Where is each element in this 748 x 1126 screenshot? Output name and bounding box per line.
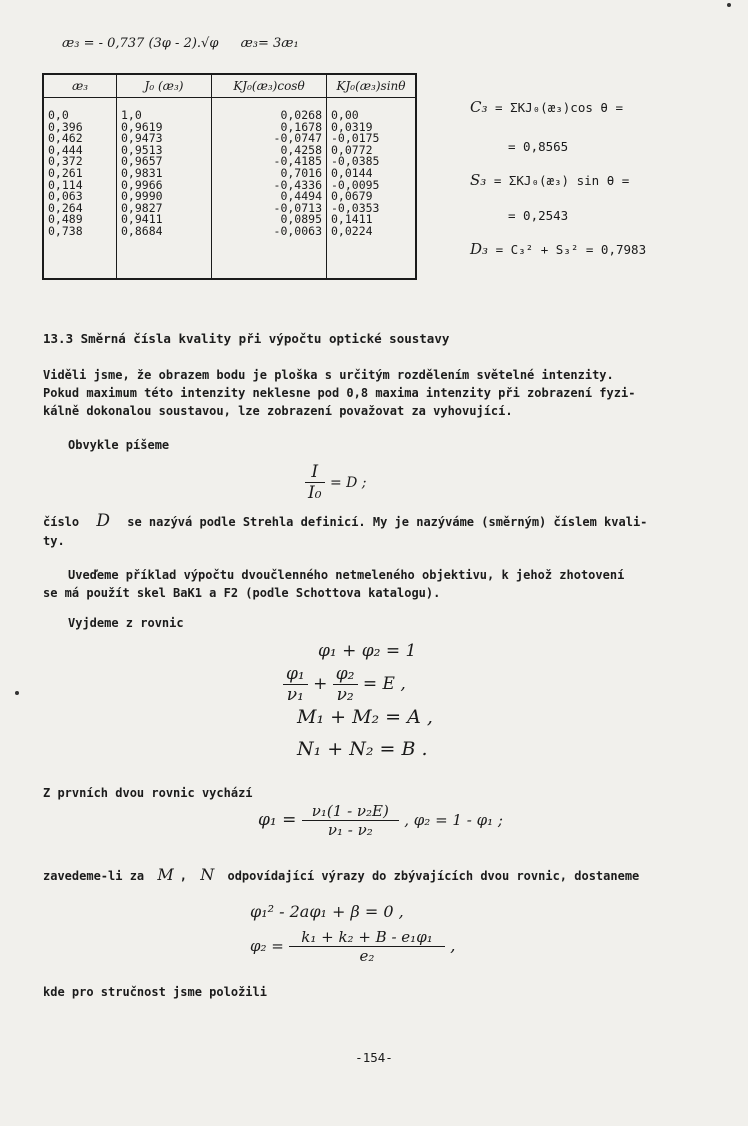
- th-j0: J₀ (æ₃): [117, 74, 212, 98]
- paragraph-3-line-1: [43, 512, 647, 531]
- table-cell: -0,0063: [273, 223, 322, 238]
- symbol-m: M: [157, 865, 174, 884]
- col-x3: [43, 98, 117, 280]
- col-cos: [212, 98, 327, 280]
- paragraph-7: zavedeme-li za M , N odpovídající výrazy do zbývajících dvou rovnic, dostaneme: [43, 865, 640, 884]
- strehl-denominator: I₀: [308, 483, 322, 503]
- table-cell: 0,0268: [280, 108, 322, 122]
- paragraph-2: Obvykle píšeme: [68, 438, 170, 452]
- phi2b-equation: [250, 928, 456, 965]
- col-j0: [117, 98, 212, 280]
- table-cell: 0,9831: [121, 165, 163, 180]
- header-eq-2: æ₃= 3æ₁: [240, 36, 299, 51]
- table-cell: 0,1678: [280, 119, 322, 134]
- table-cell: 0,1411: [331, 212, 373, 227]
- s3-symbol: S₃: [470, 171, 487, 189]
- phi1-denominator: ν₁ - ν₂: [327, 821, 373, 839]
- paragraph-3-rest: se nazývá podle Strehla definicí. My je nazýváme (směrným) číslem kvali-: [127, 515, 648, 529]
- paragraph-1-line-1: Viděli jsme, že obrazem bodu je ploška s určitým rozdělením světelné intenzity.: [43, 368, 614, 382]
- table-cell: 0,4258: [280, 142, 322, 157]
- symbol-d: D: [96, 511, 110, 531]
- table-cell: -0,0353: [331, 200, 380, 215]
- table-cell: 0,00: [331, 108, 359, 122]
- table-cell: 0,8684: [121, 223, 163, 238]
- frac-a-num: φ₁: [283, 664, 308, 685]
- paragraph-4-line-1: Uveďeme příklad výpočtu dvoučlenného netmeleného objektivu, k jehož zhotovení: [68, 568, 625, 582]
- phi1-fraction: [302, 802, 399, 839]
- table-cell: 0,261: [48, 165, 83, 180]
- paragraph-7-part-2: odpovídající výrazy do zbývajících dvou rovnic, dostaneme: [227, 869, 640, 883]
- s3-definition: = ΣKJ₀(æ₃) sin θ =: [493, 173, 630, 188]
- table-cell: 0,0679: [331, 189, 373, 204]
- table-cell: -0,4185: [273, 154, 322, 169]
- table-cell: 0,738: [48, 223, 83, 238]
- table-body-row: [43, 98, 416, 280]
- header-eq-1: æ₃ = - 0,737 (3φ - 2).√φ: [62, 36, 219, 51]
- table-cell: 0,0: [48, 108, 69, 122]
- table-cell: 0,9990: [121, 189, 163, 204]
- table-cell: 0,489: [48, 212, 83, 227]
- system-eq-4: N₁ + N₂ = B .: [297, 738, 428, 760]
- symbol-n: N: [200, 865, 215, 884]
- table-cell: 0,114: [48, 177, 83, 192]
- table-header-row: [43, 74, 416, 98]
- frac-a-den: ν₁: [286, 685, 304, 705]
- speck-mark: [727, 3, 731, 7]
- phi1-lhs: φ₁ =: [258, 810, 297, 830]
- phi1-numerator: ν₁(1 - ν₂E): [302, 802, 399, 821]
- paragraph-1-line-3: kálně dokonalou soustavou, lze zobrazení považovat za vyhovující.: [43, 404, 513, 418]
- fraction-phi2-nu2: [333, 664, 358, 705]
- table-cell: 0,372: [48, 154, 83, 169]
- table-cell: 0,4494: [280, 189, 322, 204]
- strehl-rhs: = D ;: [329, 475, 367, 491]
- phi2b-numerator: k₁ + k₂ + B - e₁φ₁: [289, 928, 444, 947]
- table-cell: 0,063: [48, 189, 83, 204]
- col-sin: [327, 98, 417, 280]
- frac-b-num: φ₂: [333, 664, 358, 685]
- phi1-equation: [258, 802, 503, 839]
- table-cell: 0,9473: [121, 131, 163, 146]
- plus-sign: +: [313, 674, 333, 694]
- table-cell: 0,9966: [121, 177, 163, 192]
- system-eq-2: [283, 664, 406, 705]
- d3-line: [470, 240, 646, 258]
- paragraph-4-line-2: se má použít skel BaK1 a F2 (podle Schottova katalogu).: [43, 586, 441, 600]
- table-cell: 0,0224: [331, 223, 373, 238]
- table-cell: 0,0319: [331, 119, 373, 134]
- table-cell: 0,0144: [331, 165, 373, 180]
- table-cell: 0,444: [48, 142, 83, 157]
- table-cell: -0,4336: [273, 177, 322, 192]
- c3-value: = 0,8565: [508, 139, 569, 154]
- table-cell: -0,0385: [331, 154, 380, 169]
- table-cell: 0,0772: [331, 142, 373, 157]
- s3-line: [470, 171, 629, 189]
- phi2b-end: ,: [450, 936, 456, 956]
- table-cell: 0,7016: [280, 165, 322, 180]
- paragraph-6: Z prvních dvou rovnic vychází: [43, 786, 253, 800]
- table-cell: 0,9827: [121, 200, 163, 215]
- phi2b-fraction: [289, 928, 444, 965]
- strehl-equation: [305, 462, 367, 503]
- phi2-equation: , φ₂ = 1 - φ₁ ;: [404, 811, 503, 829]
- fraction-phi1-nu1: [283, 664, 308, 705]
- c3-definition: = ΣKJ₀(æ₃)cos θ =: [495, 100, 623, 115]
- th-x3: æ₃: [43, 74, 117, 98]
- system-eq-2-rhs: = E ,: [362, 674, 406, 694]
- phi2b-denominator: e₂: [359, 947, 375, 965]
- table-cell: 0,264: [48, 200, 83, 215]
- speck-mark: [15, 691, 19, 695]
- table-cell: -0,0095: [331, 177, 380, 192]
- d3-symbol: D₃: [470, 240, 489, 258]
- table-cell: 0,0895: [280, 212, 322, 227]
- system-eq-1: φ₁ + φ₂ = 1: [318, 641, 417, 661]
- system-eq-3: M₁ + M₂ = A ,: [297, 706, 433, 728]
- d3-definition: = C₃² + S₃² = 0,7983: [495, 242, 647, 257]
- table-cell: -0,0175: [331, 131, 380, 146]
- header-equation: [62, 36, 317, 51]
- page-number: -154-: [355, 1050, 393, 1065]
- paragraph-8: kde pro stručnost jsme položili: [43, 985, 267, 999]
- strehl-fraction: [305, 462, 325, 503]
- phi2b-lhs: φ₂ =: [250, 937, 284, 955]
- s3-value: = 0,2543: [508, 208, 569, 223]
- table-cell: 0,9411: [121, 212, 163, 227]
- table-cell: 0,462: [48, 131, 83, 146]
- th-sin: KJ₀(æ₃)sinθ: [327, 74, 417, 98]
- word-cislo: číslo: [43, 515, 80, 529]
- frac-b-den: ν₂: [336, 685, 354, 705]
- strehl-numerator: I: [305, 462, 325, 483]
- table-cell: 0,9513: [121, 142, 163, 157]
- paragraph-5: Vyjdeme z rovnic: [68, 616, 184, 630]
- paragraph-3-line-2: ty.: [43, 534, 65, 548]
- table-cell: 0,9619: [121, 119, 163, 134]
- c3-line: [470, 98, 623, 116]
- th-cos: KJ₀(æ₃)cosθ: [212, 74, 327, 98]
- quadratic-equation: φ₁² - 2aφ₁ + β = 0 ,: [250, 902, 404, 921]
- table-cell: 1,0: [121, 108, 142, 122]
- table-cell: 0,9657: [121, 154, 163, 169]
- section-title: 13.3 Směrná čísla kvality při výpočtu optické soustavy: [43, 331, 450, 346]
- paragraph-7-part-1: zavedeme-li za: [43, 869, 145, 883]
- bessel-table: [42, 73, 417, 280]
- table-cell: -0,0713: [273, 200, 322, 215]
- table-cell: -0,0747: [273, 131, 322, 146]
- c3-symbol: C₃: [470, 98, 488, 116]
- paragraph-1-line-2: Pokud maximum této intenzity neklesne pod 0,8 maxima intenzity při zobrazení fyzi-: [43, 386, 636, 400]
- table-cell: 0,396: [48, 119, 83, 134]
